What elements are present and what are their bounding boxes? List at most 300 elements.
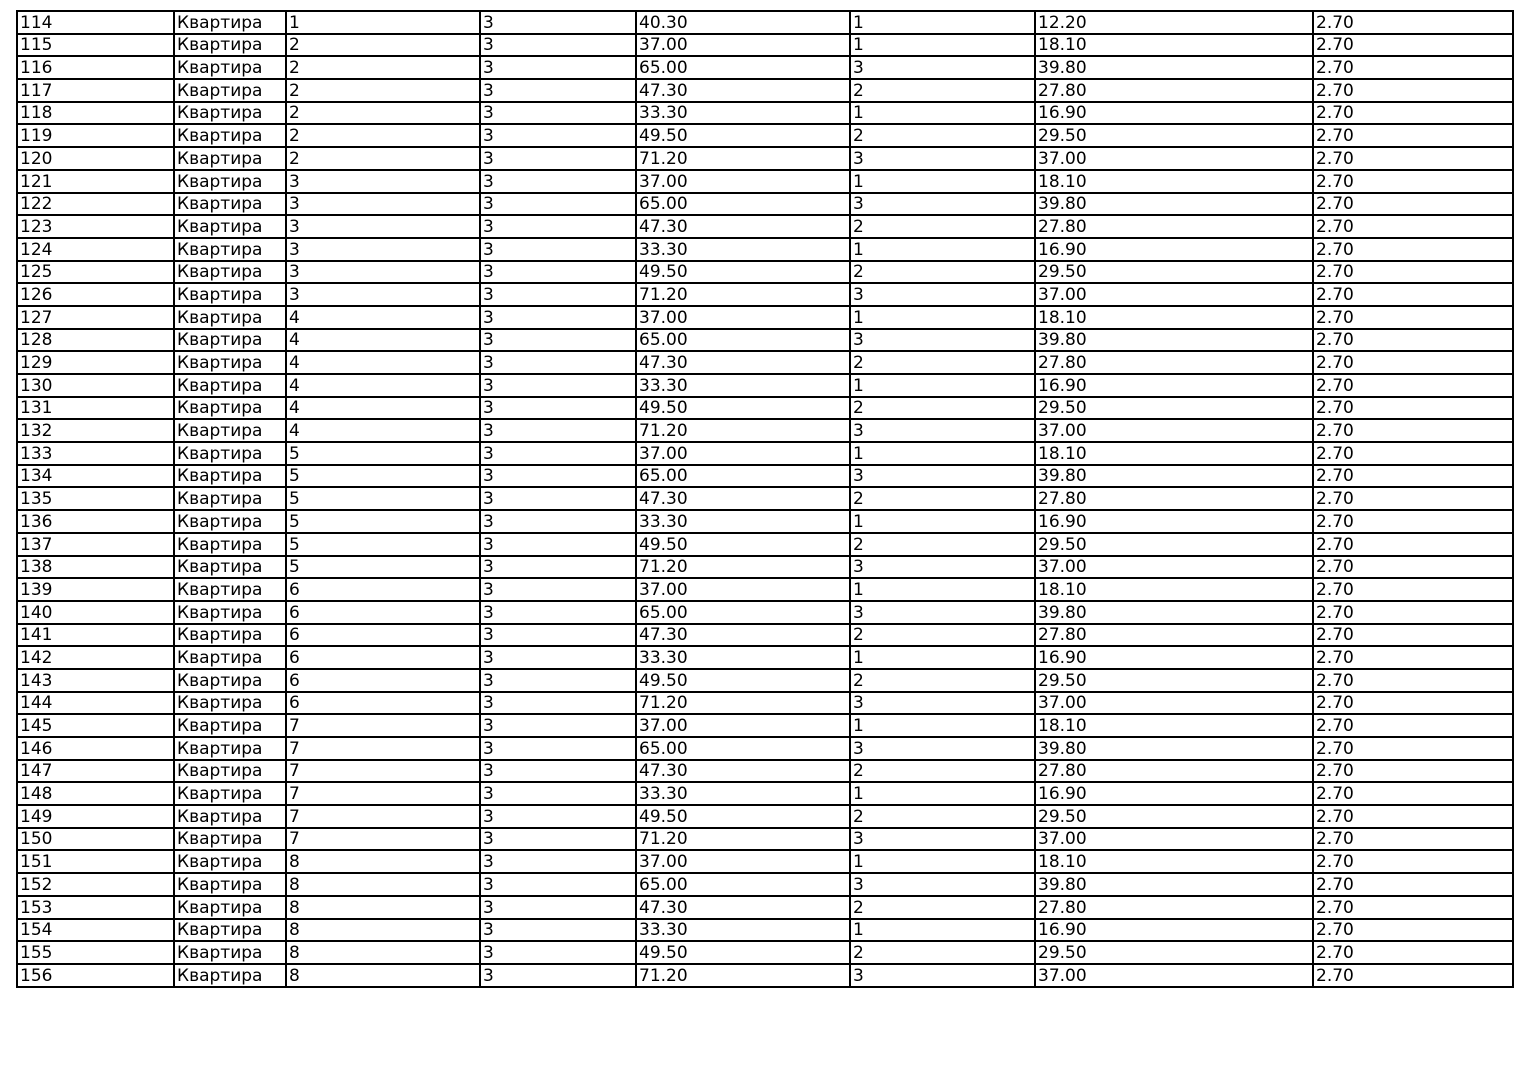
cell-section: 3 [480, 941, 636, 964]
cell-section: 3 [480, 329, 636, 352]
cell-number: 136 [17, 510, 174, 533]
cell-type: Квартира [174, 828, 286, 851]
table-row [17, 329, 1513, 352]
cell-living-area: 39.80 [1035, 56, 1313, 79]
cell-section: 3 [480, 351, 636, 374]
cell-floor: 2 [286, 147, 480, 170]
cell-area: 49.50 [636, 941, 850, 964]
cell-section: 3 [480, 261, 636, 284]
cell-section: 3 [480, 510, 636, 533]
cell-section: 3 [480, 533, 636, 556]
cell-number: 148 [17, 782, 174, 805]
cell-floor: 1 [286, 11, 480, 34]
cell-type: Квартира [174, 11, 286, 34]
cell-area: 33.30 [636, 374, 850, 397]
cell-floor: 3 [286, 238, 480, 261]
cell-floor: 5 [286, 465, 480, 488]
table-row [17, 828, 1513, 851]
cell-number: 150 [17, 828, 174, 851]
cell-number: 133 [17, 442, 174, 465]
cell-rooms: 2 [850, 261, 1035, 284]
apartment-table [16, 10, 1514, 988]
cell-number: 129 [17, 351, 174, 374]
cell-number: 116 [17, 56, 174, 79]
cell-rooms: 1 [850, 578, 1035, 601]
cell-number: 137 [17, 533, 174, 556]
table-row [17, 646, 1513, 669]
cell-floor: 7 [286, 737, 480, 760]
cell-floor: 5 [286, 533, 480, 556]
cell-section: 3 [480, 238, 636, 261]
cell-area: 37.00 [636, 850, 850, 873]
cell-living-area: 27.80 [1035, 624, 1313, 647]
table-row [17, 487, 1513, 510]
table-row [17, 941, 1513, 964]
cell-number: 114 [17, 11, 174, 34]
cell-floor: 8 [286, 850, 480, 873]
cell-rooms: 2 [850, 487, 1035, 510]
cell-type: Квартира [174, 737, 286, 760]
cell-area: 47.30 [636, 215, 850, 238]
cell-number: 128 [17, 329, 174, 352]
cell-area: 33.30 [636, 646, 850, 669]
cell-section: 3 [480, 964, 636, 987]
cell-ceiling-height: 2.70 [1313, 556, 1513, 579]
cell-section: 3 [480, 828, 636, 851]
cell-ceiling-height: 2.70 [1313, 850, 1513, 873]
cell-section: 3 [480, 896, 636, 919]
cell-rooms: 1 [850, 782, 1035, 805]
cell-type: Квартира [174, 919, 286, 942]
cell-ceiling-height: 2.70 [1313, 11, 1513, 34]
cell-type: Квартира [174, 646, 286, 669]
table-row [17, 601, 1513, 624]
cell-area: 33.30 [636, 238, 850, 261]
table-row [17, 306, 1513, 329]
cell-area: 33.30 [636, 782, 850, 805]
cell-section: 3 [480, 669, 636, 692]
cell-area: 65.00 [636, 737, 850, 760]
cell-living-area: 18.10 [1035, 714, 1313, 737]
cell-number: 147 [17, 760, 174, 783]
cell-living-area: 27.80 [1035, 79, 1313, 102]
table-row [17, 669, 1513, 692]
cell-section: 3 [480, 850, 636, 873]
cell-rooms: 1 [850, 646, 1035, 669]
cell-floor: 4 [286, 374, 480, 397]
cell-rooms: 3 [850, 329, 1035, 352]
cell-floor: 6 [286, 578, 480, 601]
cell-type: Квартира [174, 760, 286, 783]
cell-ceiling-height: 2.70 [1313, 306, 1513, 329]
cell-section: 3 [480, 624, 636, 647]
cell-section: 3 [480, 215, 636, 238]
cell-living-area: 18.10 [1035, 578, 1313, 601]
cell-number: 126 [17, 283, 174, 306]
cell-living-area: 39.80 [1035, 193, 1313, 216]
cell-area: 37.00 [636, 306, 850, 329]
cell-ceiling-height: 2.70 [1313, 34, 1513, 57]
cell-type: Квартира [174, 624, 286, 647]
cell-ceiling-height: 2.70 [1313, 374, 1513, 397]
cell-number: 127 [17, 306, 174, 329]
cell-floor: 8 [286, 964, 480, 987]
cell-section: 3 [480, 760, 636, 783]
table-row [17, 714, 1513, 737]
table-row [17, 465, 1513, 488]
cell-area: 49.50 [636, 805, 850, 828]
cell-rooms: 2 [850, 79, 1035, 102]
cell-ceiling-height: 2.70 [1313, 465, 1513, 488]
table-row [17, 692, 1513, 715]
cell-number: 122 [17, 193, 174, 216]
cell-type: Квартира [174, 578, 286, 601]
cell-area: 71.20 [636, 964, 850, 987]
cell-rooms: 1 [850, 374, 1035, 397]
cell-number: 154 [17, 919, 174, 942]
cell-number: 139 [17, 578, 174, 601]
table-row [17, 102, 1513, 125]
cell-section: 3 [480, 646, 636, 669]
cell-floor: 2 [286, 124, 480, 147]
cell-living-area: 27.80 [1035, 896, 1313, 919]
cell-ceiling-height: 2.70 [1313, 170, 1513, 193]
cell-rooms: 3 [850, 828, 1035, 851]
cell-rooms: 2 [850, 533, 1035, 556]
cell-ceiling-height: 2.70 [1313, 102, 1513, 125]
cell-floor: 8 [286, 919, 480, 942]
cell-number: 121 [17, 170, 174, 193]
cell-ceiling-height: 2.70 [1313, 941, 1513, 964]
cell-area: 71.20 [636, 828, 850, 851]
cell-section: 3 [480, 714, 636, 737]
cell-number: 119 [17, 124, 174, 147]
cell-living-area: 27.80 [1035, 487, 1313, 510]
cell-number: 153 [17, 896, 174, 919]
cell-rooms: 1 [850, 11, 1035, 34]
cell-living-area: 18.10 [1035, 306, 1313, 329]
cell-ceiling-height: 2.70 [1313, 601, 1513, 624]
table-row [17, 79, 1513, 102]
cell-ceiling-height: 2.70 [1313, 238, 1513, 261]
cell-area: 71.20 [636, 283, 850, 306]
cell-rooms: 3 [850, 283, 1035, 306]
cell-floor: 5 [286, 442, 480, 465]
cell-section: 3 [480, 919, 636, 942]
cell-number: 142 [17, 646, 174, 669]
table-row [17, 556, 1513, 579]
cell-rooms: 2 [850, 760, 1035, 783]
cell-ceiling-height: 2.70 [1313, 760, 1513, 783]
cell-area: 65.00 [636, 465, 850, 488]
cell-ceiling-height: 2.70 [1313, 442, 1513, 465]
cell-floor: 8 [286, 873, 480, 896]
cell-ceiling-height: 2.70 [1313, 419, 1513, 442]
cell-area: 47.30 [636, 760, 850, 783]
cell-ceiling-height: 2.70 [1313, 283, 1513, 306]
cell-rooms: 3 [850, 193, 1035, 216]
cell-area: 37.00 [636, 34, 850, 57]
cell-ceiling-height: 2.70 [1313, 624, 1513, 647]
cell-living-area: 16.90 [1035, 919, 1313, 942]
cell-ceiling-height: 2.70 [1313, 533, 1513, 556]
cell-ceiling-height: 2.70 [1313, 782, 1513, 805]
cell-area: 49.50 [636, 397, 850, 420]
table-row [17, 624, 1513, 647]
cell-floor: 4 [286, 351, 480, 374]
apartment-table-sheet [16, 10, 1512, 988]
cell-type: Квартира [174, 692, 286, 715]
cell-section: 3 [480, 102, 636, 125]
cell-floor: 2 [286, 34, 480, 57]
cell-living-area: 18.10 [1035, 442, 1313, 465]
cell-floor: 6 [286, 669, 480, 692]
cell-section: 3 [480, 419, 636, 442]
cell-type: Квартира [174, 510, 286, 533]
cell-area: 33.30 [636, 919, 850, 942]
cell-rooms: 3 [850, 465, 1035, 488]
cell-living-area: 37.00 [1035, 964, 1313, 987]
cell-living-area: 27.80 [1035, 760, 1313, 783]
table-row [17, 397, 1513, 420]
cell-type: Квартира [174, 419, 286, 442]
cell-type: Квартира [174, 964, 286, 987]
cell-section: 3 [480, 283, 636, 306]
cell-type: Квартира [174, 397, 286, 420]
cell-type: Квартира [174, 465, 286, 488]
cell-number: 134 [17, 465, 174, 488]
cell-type: Квартира [174, 170, 286, 193]
cell-rooms: 3 [850, 147, 1035, 170]
cell-ceiling-height: 2.70 [1313, 714, 1513, 737]
table-row [17, 170, 1513, 193]
cell-type: Квартира [174, 873, 286, 896]
cell-living-area: 29.50 [1035, 805, 1313, 828]
cell-number: 125 [17, 261, 174, 284]
table-row [17, 238, 1513, 261]
cell-section: 3 [480, 306, 636, 329]
cell-number: 115 [17, 34, 174, 57]
cell-rooms: 2 [850, 805, 1035, 828]
cell-ceiling-height: 2.70 [1313, 692, 1513, 715]
table-row [17, 737, 1513, 760]
cell-area: 47.30 [636, 896, 850, 919]
table-row [17, 533, 1513, 556]
cell-living-area: 29.50 [1035, 533, 1313, 556]
cell-rooms: 1 [850, 850, 1035, 873]
table-row [17, 760, 1513, 783]
cell-floor: 2 [286, 56, 480, 79]
cell-area: 49.50 [636, 669, 850, 692]
table-row [17, 215, 1513, 238]
cell-area: 37.00 [636, 170, 850, 193]
cell-area: 47.30 [636, 624, 850, 647]
cell-ceiling-height: 2.70 [1313, 147, 1513, 170]
cell-floor: 8 [286, 941, 480, 964]
table-row [17, 11, 1513, 34]
cell-living-area: 39.80 [1035, 465, 1313, 488]
cell-living-area: 37.00 [1035, 283, 1313, 306]
cell-section: 3 [480, 193, 636, 216]
cell-type: Квартира [174, 79, 286, 102]
cell-rooms: 1 [850, 306, 1035, 329]
cell-floor: 3 [286, 215, 480, 238]
cell-type: Квартира [174, 941, 286, 964]
cell-area: 71.20 [636, 147, 850, 170]
cell-living-area: 27.80 [1035, 351, 1313, 374]
cell-floor: 6 [286, 692, 480, 715]
cell-floor: 8 [286, 896, 480, 919]
cell-living-area: 12.20 [1035, 11, 1313, 34]
cell-number: 140 [17, 601, 174, 624]
table-row [17, 419, 1513, 442]
cell-section: 3 [480, 805, 636, 828]
cell-type: Квартира [174, 556, 286, 579]
cell-floor: 3 [286, 170, 480, 193]
cell-area: 37.00 [636, 578, 850, 601]
cell-number: 155 [17, 941, 174, 964]
cell-area: 47.30 [636, 351, 850, 374]
cell-living-area: 16.90 [1035, 646, 1313, 669]
table-row [17, 873, 1513, 896]
cell-rooms: 2 [850, 397, 1035, 420]
table-row [17, 351, 1513, 374]
cell-area: 65.00 [636, 601, 850, 624]
cell-rooms: 3 [850, 556, 1035, 579]
cell-living-area: 29.50 [1035, 941, 1313, 964]
cell-section: 3 [480, 56, 636, 79]
cell-area: 65.00 [636, 329, 850, 352]
cell-ceiling-height: 2.70 [1313, 737, 1513, 760]
cell-number: 124 [17, 238, 174, 261]
cell-type: Квартира [174, 442, 286, 465]
cell-floor: 6 [286, 601, 480, 624]
cell-number: 141 [17, 624, 174, 647]
cell-section: 3 [480, 692, 636, 715]
cell-rooms: 1 [850, 170, 1035, 193]
cell-living-area: 27.80 [1035, 215, 1313, 238]
cell-area: 33.30 [636, 102, 850, 125]
cell-rooms: 2 [850, 124, 1035, 147]
cell-rooms: 1 [850, 238, 1035, 261]
table-row [17, 147, 1513, 170]
cell-area: 49.50 [636, 124, 850, 147]
cell-ceiling-height: 2.70 [1313, 873, 1513, 896]
cell-area: 65.00 [636, 873, 850, 896]
cell-living-area: 39.80 [1035, 329, 1313, 352]
cell-ceiling-height: 2.70 [1313, 669, 1513, 692]
cell-number: 118 [17, 102, 174, 125]
cell-rooms: 3 [850, 737, 1035, 760]
cell-living-area: 18.10 [1035, 170, 1313, 193]
cell-number: 145 [17, 714, 174, 737]
cell-number: 143 [17, 669, 174, 692]
cell-number: 152 [17, 873, 174, 896]
table-row [17, 442, 1513, 465]
cell-floor: 7 [286, 714, 480, 737]
cell-area: 37.00 [636, 442, 850, 465]
cell-type: Квартира [174, 102, 286, 125]
cell-rooms: 1 [850, 919, 1035, 942]
cell-ceiling-height: 2.70 [1313, 919, 1513, 942]
cell-area: 49.50 [636, 533, 850, 556]
table-row [17, 124, 1513, 147]
table-row [17, 919, 1513, 942]
cell-floor: 4 [286, 329, 480, 352]
cell-section: 3 [480, 782, 636, 805]
cell-rooms: 3 [850, 419, 1035, 442]
cell-number: 132 [17, 419, 174, 442]
cell-living-area: 29.50 [1035, 261, 1313, 284]
cell-floor: 2 [286, 79, 480, 102]
cell-living-area: 37.00 [1035, 556, 1313, 579]
cell-number: 151 [17, 850, 174, 873]
cell-living-area: 29.50 [1035, 397, 1313, 420]
cell-floor: 7 [286, 760, 480, 783]
cell-ceiling-height: 2.70 [1313, 79, 1513, 102]
cell-type: Квартира [174, 261, 286, 284]
cell-floor: 6 [286, 624, 480, 647]
cell-floor: 3 [286, 193, 480, 216]
cell-type: Квартира [174, 193, 286, 216]
cell-ceiling-height: 2.70 [1313, 896, 1513, 919]
cell-floor: 2 [286, 102, 480, 125]
table-row [17, 805, 1513, 828]
cell-section: 3 [480, 11, 636, 34]
cell-section: 3 [480, 737, 636, 760]
cell-rooms: 1 [850, 510, 1035, 533]
cell-section: 3 [480, 465, 636, 488]
cell-type: Квартира [174, 215, 286, 238]
cell-number: 123 [17, 215, 174, 238]
cell-rooms: 1 [850, 102, 1035, 125]
cell-area: 47.30 [636, 79, 850, 102]
cell-type: Квартира [174, 374, 286, 397]
table-row [17, 34, 1513, 57]
cell-rooms: 1 [850, 34, 1035, 57]
cell-living-area: 39.80 [1035, 601, 1313, 624]
cell-section: 3 [480, 34, 636, 57]
cell-living-area: 39.80 [1035, 737, 1313, 760]
cell-rooms: 2 [850, 624, 1035, 647]
cell-area: 71.20 [636, 419, 850, 442]
table-body [17, 11, 1513, 987]
cell-type: Квартира [174, 533, 286, 556]
cell-ceiling-height: 2.70 [1313, 805, 1513, 828]
cell-floor: 4 [286, 419, 480, 442]
cell-number: 146 [17, 737, 174, 760]
cell-living-area: 29.50 [1035, 124, 1313, 147]
cell-section: 3 [480, 147, 636, 170]
cell-number: 117 [17, 79, 174, 102]
cell-rooms: 3 [850, 601, 1035, 624]
table-row [17, 896, 1513, 919]
cell-living-area: 29.50 [1035, 669, 1313, 692]
cell-ceiling-height: 2.70 [1313, 487, 1513, 510]
cell-ceiling-height: 2.70 [1313, 215, 1513, 238]
cell-floor: 5 [286, 487, 480, 510]
cell-living-area: 37.00 [1035, 828, 1313, 851]
cell-type: Квартира [174, 147, 286, 170]
cell-floor: 7 [286, 782, 480, 805]
cell-living-area: 18.10 [1035, 34, 1313, 57]
cell-rooms: 3 [850, 56, 1035, 79]
cell-living-area: 39.80 [1035, 873, 1313, 896]
cell-living-area: 16.90 [1035, 102, 1313, 125]
cell-floor: 5 [286, 510, 480, 533]
cell-section: 3 [480, 374, 636, 397]
cell-type: Квартира [174, 306, 286, 329]
